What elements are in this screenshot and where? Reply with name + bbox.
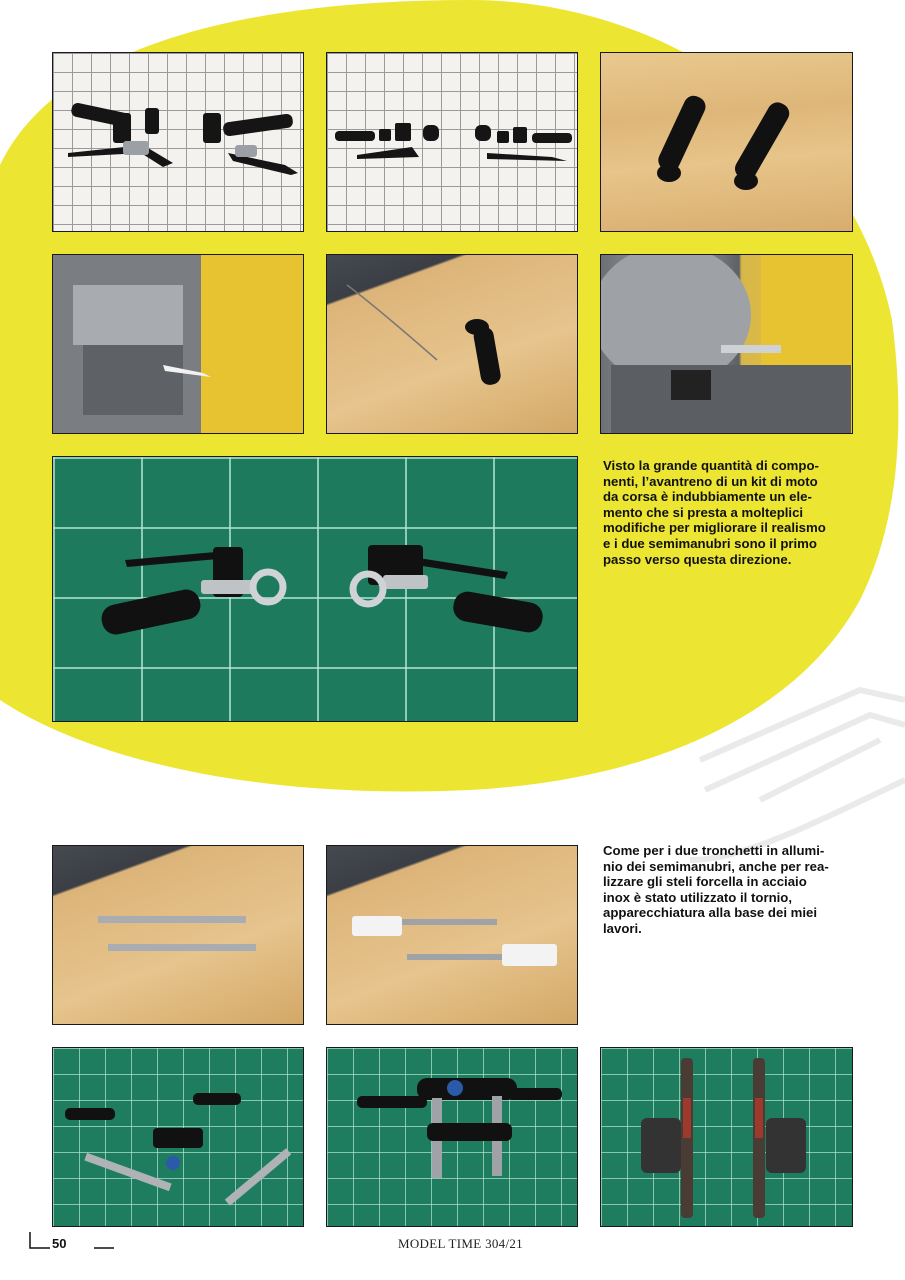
photo-handlebar-parts-disassembled	[326, 52, 578, 232]
caption-fork-tubes: Come per i due tronchetti in allumi- nio dei semimanubri, anche per rea- lizzare gli steli forcella in acciaio inox è stato utilizzato il tornio, apparecchiatura alla base dei miei lavori.	[603, 843, 829, 936]
photo-handlebar-parts-assembled	[52, 52, 304, 232]
magazine-issue: MODEL TIME 304/21	[398, 1236, 523, 1251]
photo-front-end-parts	[52, 1047, 304, 1227]
caption-handlebars: Visto la grande quantità di compo- nenti, l’avantreno di un kit di moto da corsa è indubbiamente un ele- mento che si presta a molteplici modifiche per migliorare il realismo e i due semimanubri sono il primo passo verso questa direzione.	[603, 458, 826, 567]
footer-rule	[28, 1232, 128, 1252]
photo-lathe-chuck	[52, 254, 304, 434]
photo-finished-handlebars	[52, 456, 578, 722]
photo-rubber-grips	[600, 52, 853, 232]
page-number: 50	[52, 1236, 67, 1251]
photo-lathe-cutting	[600, 254, 853, 434]
photo-single-grip	[326, 254, 578, 434]
photo-steel-fork-tubes	[52, 845, 304, 1025]
photo-fork-tubes-with-parts	[326, 845, 578, 1025]
photo-painted-fork-legs	[600, 1047, 853, 1227]
photo-front-end-test-fit	[326, 1047, 578, 1227]
